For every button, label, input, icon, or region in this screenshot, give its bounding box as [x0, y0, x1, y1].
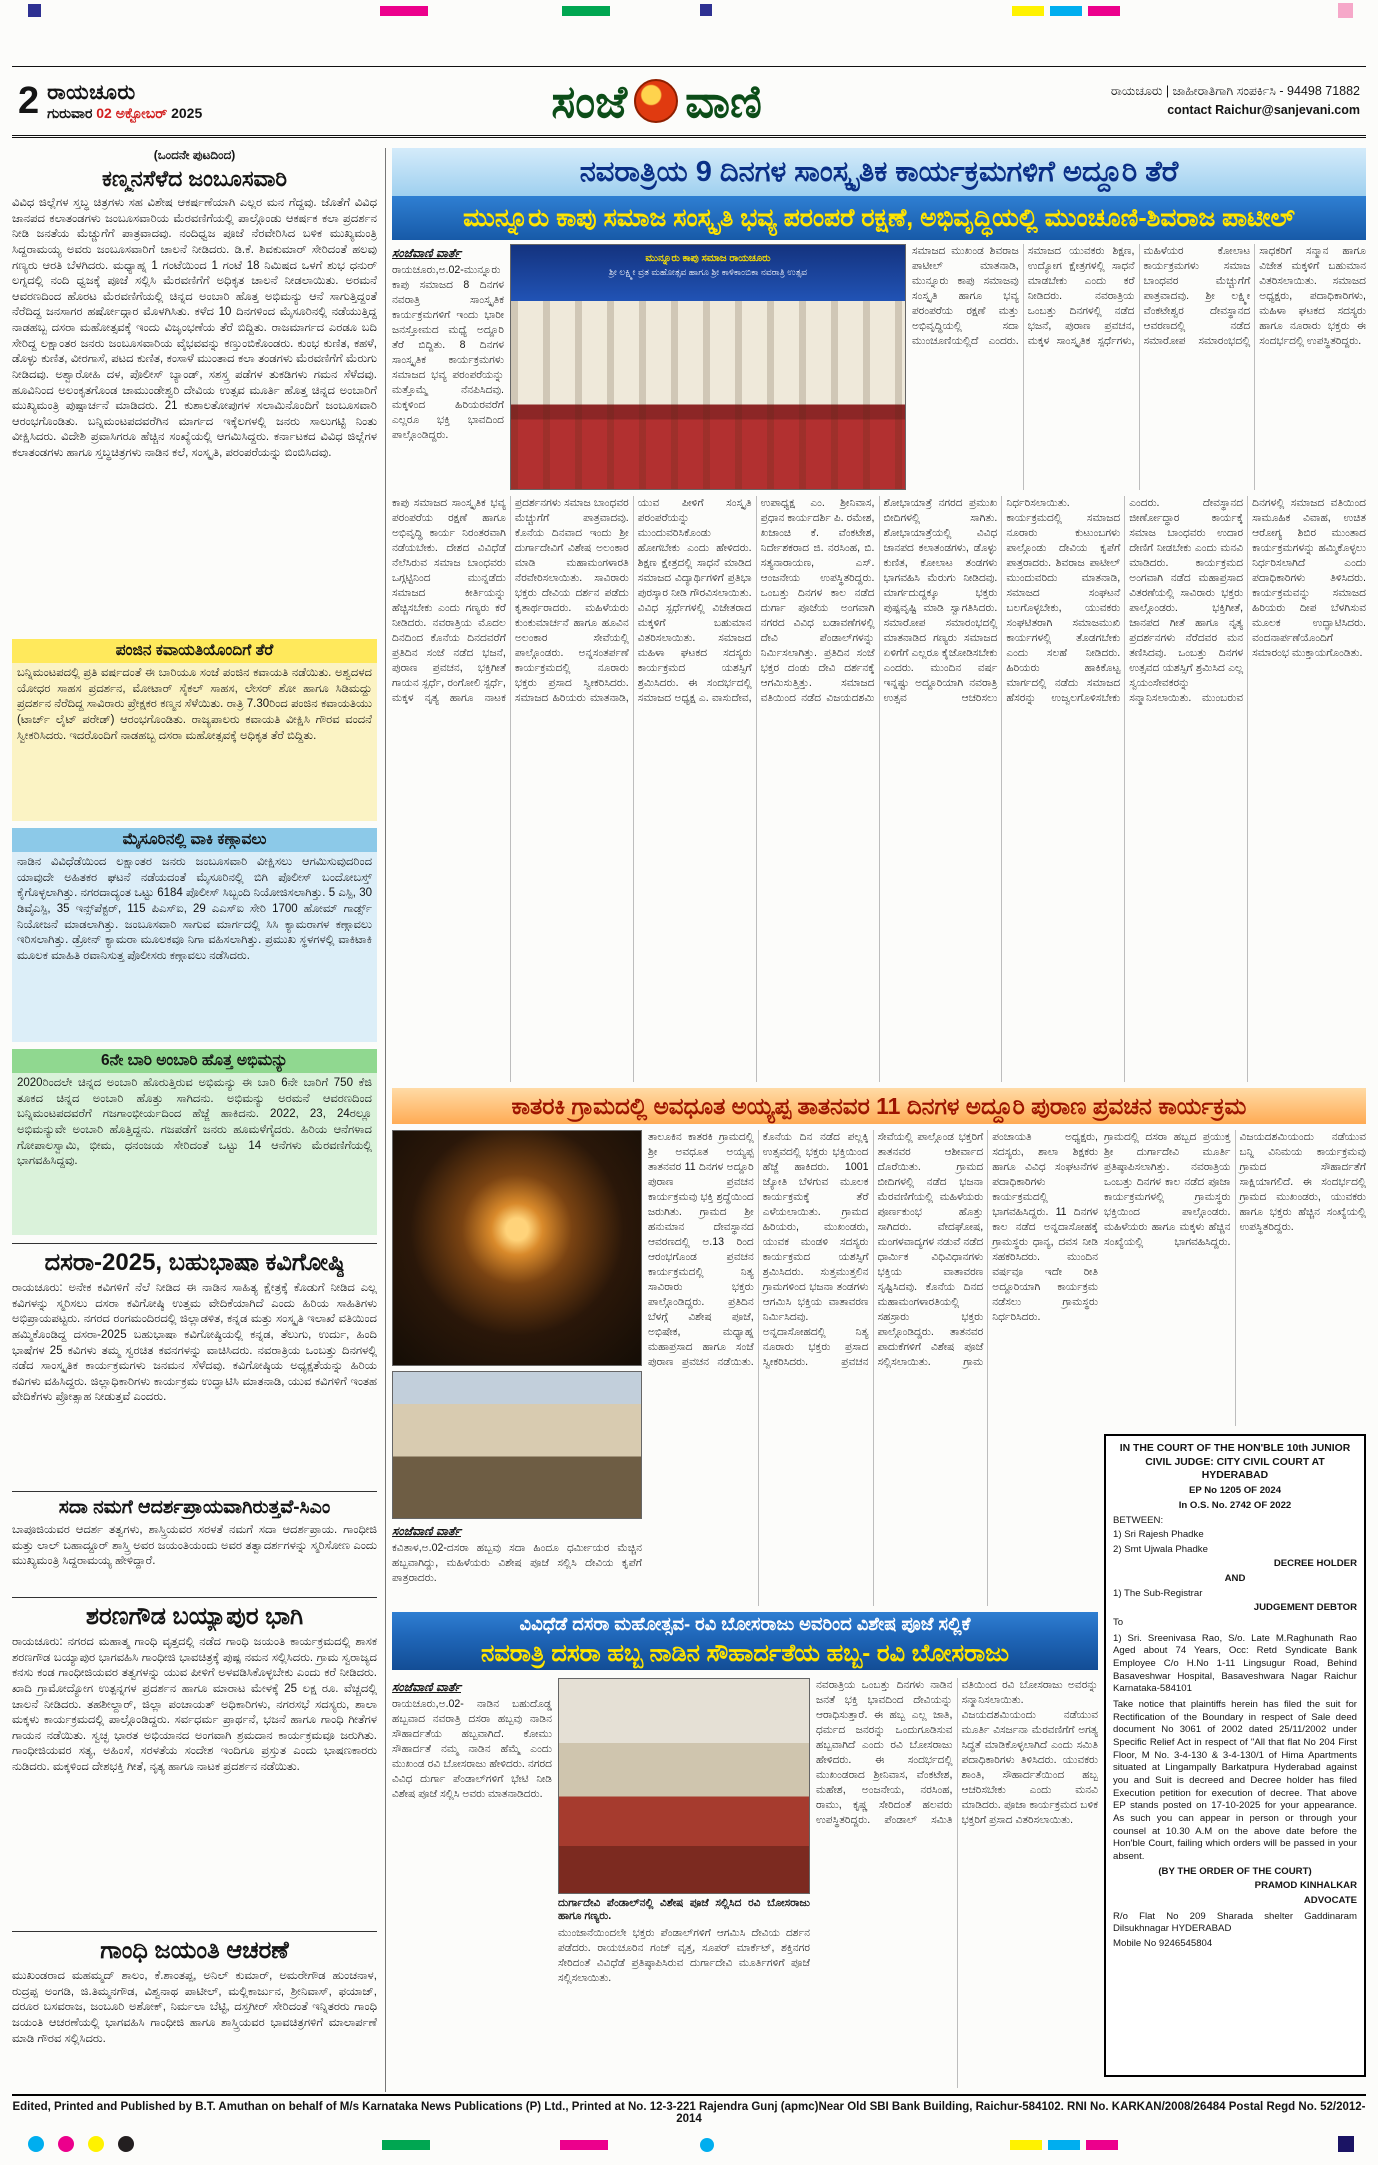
advocate-address: R/o Flat No 209 Sharada shelter Gaddinaram Dilsukhnagar HYDERABAD — [1113, 1910, 1357, 1935]
bottom-photo-column — [558, 1678, 810, 2088]
court-notice-judgement-debtor: JUDGEMENT DEBTOR — [1253, 1602, 1357, 1614]
article-divider — [12, 1243, 377, 1244]
masthead-logo-icon — [634, 79, 678, 123]
photo-crowd-area — [511, 301, 905, 489]
edition-date — [47, 105, 202, 122]
article-divider — [12, 1491, 377, 1492]
print-registration-mark — [380, 6, 428, 16]
date-day-month: 02 ಅಕ್ಟೋಬರ್ — [96, 104, 168, 121]
left-column — [12, 148, 386, 2092]
masthead-text-left: ಸಂಜೆ — [551, 75, 628, 127]
lead-intro-column — [392, 244, 504, 490]
gandhi-body: ಮುಖಂಡರಾದ ಮಹಮ್ಮದ್ ಶಾಲಂ, ಕೆ.ಶಾಂತಪ್ಪ, ಅನಿಲ್ ಕುಮಾರ್, ಅಮರೇಗೌಡ ಹುಂಚನಾಳ, ರುದ್ರಪ್ಪ ಅಂಗಡಿ, ಜಿ.ತಿಮ್ಮನಗೌಡ, ವಿಶ್ವನಾಥ ಪಾಟೀಲ್, ಮಲ್ಲಿಕಾರ್ಜುನ, ಶ್ರೀನಿವಾಸ್, ಫಯಾಜ್, ದರೂರ ಬಸವರಾಜ, ಜಂಬೂರಿ ಅಶೋಕ್, ನಿರ್ಮಲಾ ಬೆಟ್ಟಿ, ದಸ್ತಗೀರ್ ಸೇರಿದಂತೆ ಇನ್ನಿತರರು ಗಾಂಧಿ ಜಯಂತಿ ಆಚರಣೆಯಲ್ಲಿ ಭಾಗವಹಿಸಿ ಗಾಂಧೀಜಿ ಹಾಗೂ ಶಾಸ್ತ್ರಿಯವರ ಭಾವಚಿತ್ರಗಳಿಗೆ ಮಾಲಾರ್ಪಣೆ ಮಾಡಿ ಗೌರವ ಸಲ್ಲಿಸಿದರು. — [12, 1970, 377, 2045]
jamboo-body: ವಿವಿಧ ಜಿಲ್ಲೆಗಳ ಸ್ತಬ್ಧ ಚಿತ್ರಗಳು ಸಹ ವಿಶೇಷ ಆಕರ್ಷಣೆಯಾಗಿ ಎಲ್ಲರ ಮನ ಗೆದ್ದವು. ಜೊತೆಗೆ ವಿವಿಧ ಜಾನಪದ ಕಲಾತಂಡಗಳು ಜಂಬೂಸವಾರಿಯ ಮೆರವಣಿಗೆಯಲ್ಲಿ ಪಾಲ್ಗೊಂಡು ಆಕರ್ಷಕ ಕಲಾ ಪ್ರದರ್ಶನ ನೀಡಿ ಜನತೆಯ ಮೆಚ್ಚುಗೆಗೆ ಪಾತ್ರವಾದವು. ನಂದಿಧ್ವಜ ಪೂಜೆ ನೆರವೇರಿಸಿದ ಬಳಿಕ ಮುಖ್ಯಮಂತ್ರಿ ಸಿದ್ದರಾಮಯ್ಯ ಅವರು ಜಂಬೂಸವಾರಿಗೆ ಚಾಲನೆ ನೀಡಿದರು. ಡಿ.ಕೆ. ಶಿವಕುಮಾರ್ ಸೇರಿದಂತೆ ಹಲವು ಗಣ್ಯರು ಆರತಿ ಬೆಳಗಿದರು. ಮಧ್ಯಾಹ್ನ 1 ಗಂಟೆಯಿಂದ 1 ಗಂಟೆ 18 ನಿಮಿಷದ ಒಳಗೆ ಶುಭ ಧನುರ್ ಲಗ್ನದಲ್ಲಿ ನಂದಿ ಧ್ವಜಕ್ಕೆ ಪೂಜೆ ಸಲ್ಲಿಸಿ ಮೆರವಣಿಗೆಗೆ ಅಧಿಕೃತ ಚಾಲನೆ ನೀಡಲಾಯಿತು. ಅರಮನೆ ಆವರಣದಿಂದ ಹೊರಟ ಮೆರವಣಿಗೆಯಲ್ಲಿ ಚಿನ್ನದ ಅಂಬಾರಿ ಹೊತ್ತ ಅಭಿಮನ್ಯು ಆನೆ ಸಾಗುತ್ತಿದ್ದಂತೆ ನೆರೆದಿದ್ದ ಜನಸಾಗರ ಹರ್ಷೋದ್ಗಾರ ಮೊಳಗಿಸಿತು. ಕಳೆದ 10 ದಿನಗಳಿಂದ ಮೈಸೂರಿನಲ್ಲಿ ನಡೆಯುತ್ತಿದ್ದ ನಾಡಹಬ್ಬ ದಸರಾ ಮಹೋತ್ಸವಕ್ಕೆ ಇಂದು ವಿಜೃಂಭಣೆಯ ತೆರೆ ಬಿದ್ದಿತು. ರಾಜಮಾರ್ಗದ ಎರಡೂ ಬದಿ ಸೇರಿದ್ದ ಲಕ್ಷಾಂತರ ಜನರು ಜಂಬೂಸವಾರಿಯ ವೈಭವವನ್ನು ಕಣ್ತುಂಬಿಕೊಂಡರು. ಕುಂಭ ಕುಣಿತ, ಕಹಳೆ, ಡೊಳ್ಳು ಕುಣಿತ, ವೀರಗಾಸೆ, ಪಟದ ಕುಣಿತ, ಕಂಸಾಳೆ ಮುಂತಾದ ಕಲಾ ತಂಡಗಳು ಮೆರವಣಿಗೆಗೆ ಮೆರುಗು ನೀಡಿದವು. ಅಶ್ವಾರೋಹಿ ದಳ, ಪೊಲೀಸ್ ಬ್ಯಾಂಡ್, ಸಶಸ್ತ್ರ ಪಡೆಗಳ ತುಕಡಿಗಳು ಗಮನ ಸೆಳೆದವು. ಹೂವಿನಿಂದ ಅಲಂಕೃತಗೊಂಡ ಚಾಮುಂಡೇಶ್ವರಿ ದೇವಿಯ ಉತ್ಸವ ಮೂರ್ತಿ ಹೊತ್ತ ಚಿನ್ನದ ಅಂಬಾರಿಗೆ ಮುಖ್ಯಮಂತ್ರಿ ಪುಷ್ಪಾರ್ಚನೆ ಮಾಡಿದರು. 21 ಕುಶಾಲತೋಪುಗಳ ಸಲಾಮಿನೊಂದಿಗೆ ಜಂಬೂಸವಾರಿ ಆರಂಭಗೊಂಡಿತು. ಬನ್ನಿಮಂಟಪದವರೆಗಿನ ಮಾರ್ಗದ ಇಕ್ಕೆಲಗಳಲ್ಲಿ ಜನರು ಸಾಲುಗಟ್ಟಿ ನಿಂತು ವೀಕ್ಷಿಸಿದರು. ವಿದೇಶಿ ಪ್ರವಾಸಿಗರೂ ಹೆಚ್ಚಿನ ಸಂಖ್ಯೆಯಲ್ಲಿ ಆಗಮಿಸಿದ್ದರು. ಕರ್ನಾಟಕದ ವಿವಿಧ ಜಿಲ್ಲೆಗಳ ಕಲಾತಂಡಗಳು ಹಾಗೂ ಸ್ತಬ್ಧಚಿತ್ರಗಳು ನಾಡಿನ ಕಲೆ, ಸಂಸ್ಕೃತಿ, ಪರಂಪರೆಯನ್ನು ಬಿಂಬಿಸಿದವು. — [12, 197, 377, 459]
print-registration-mark — [562, 6, 610, 16]
advert-contact-line: ರಾಯಚೂರು | ಜಾಹೀರಾತಿಗಾಗಿ ಸಂಪರ್ಕಿಸಿ - 94498 71882 — [1110, 84, 1360, 99]
bottom-headline-block — [392, 1612, 1098, 1670]
advocate-title: ADVOCATE — [1303, 1894, 1357, 1906]
court-notice-between: BETWEEN: — [1113, 1514, 1164, 1526]
masthead-text-right: ವಾಣಿ — [685, 75, 762, 127]
print-registration-mark — [28, 4, 41, 17]
kataraki-headline: ಕಾತರಕಿ ಗ್ರಾಮದಲ್ಲಿ ಅವಧೂತ ಅಯ್ಯಪ್ಪ ತಾತನವರ 11 ದಿನಗಳ ಅದ್ದೂರಿ ಪುರಾಣ ಪ್ರವಚನ ಕಾರ್ಯಕ್ರಮ — [392, 1088, 1366, 1124]
masthead — [551, 75, 762, 127]
imprint-line — [12, 2094, 1366, 2125]
print-registration-mark — [700, 4, 712, 16]
print-registration-mark — [1086, 2140, 1118, 2150]
cm-body: ಬಾಪೂಜಿಯವರ ಆದರ್ಶ ತತ್ವಗಳು, ಶಾಸ್ತ್ರಿಯವರ ಸರಳತೆ ನಮಗೆ ಸದಾ ಆದರ್ಶಪ್ರಾಯ. ಗಾಂಧೀಜಿ ಮತ್ತು ಲಾಲ್ ಬಹಾದ್ದೂರ್ ಶಾಸ್ತ್ರಿ ಅವರ ಜಯಂತಿಯಂದು ಅವರ ತತ್ವಾದರ್ಶಗಳನ್ನು ಸ್ಮರಿಸೋಣ ಎಂದು ಮುಖ್ಯಮಂತ್ರಿ ಸಿದ್ದರಾಮಯ್ಯ ಹೇಳಿದ್ದಾರೆ. — [12, 1524, 377, 1568]
edition-block — [18, 81, 202, 122]
torch-parade-body: ಬನ್ನಿಮಂಟಪದಲ್ಲಿ ಪ್ರತಿ ವರ್ಷದಂತೆ ಈ ಬಾರಿಯೂ ಸಂಜೆ ಪಂಜಿನ ಕವಾಯತಿ ನಡೆಯಿತು. ಅಶ್ವದಳದ ಯೋಧರ ಸಾಹಸ ಪ್ರದರ್ಶನ, ಮೋಟಾರ್ ಸೈಕಲ್ ಸಾಹಸ, ಲೇಸರ್ ಶೋ ಹಾಗೂ ಸಿಡಿಮದ್ದು ಪ್ರದರ್ಶನ ನೆರೆದಿದ್ದ ಸಾವಿರಾರು ಪ್ರೇಕ್ಷಕರ ಕಣ್ಮನ ಸೆಳೆಯಿತು. ರಾತ್ರಿ 7.30ರಿಂದ ಪಂಜಿನ ಕವಾಯತಿಯು (ಟಾರ್ಚ್ ಲೈಟ್ ಪರೇಡ್) ಆರಂಭಗೊಂಡಿತು. ರಾಜ್ಯಪಾಲರು ಕವಾಯತಿ ವೀಕ್ಷಿಸಿ ಗೌರವ ವಂದನೆ ಸ್ವೀಕರಿಸಿದರು. ಇದರೊಂದಿಗೆ ನಾಡಹಬ್ಬ ದಸರಾ ಮಹೋತ್ಸವಕ್ಕೆ ಅಧಿಕೃತ ತೆರೆ ಬಿದ್ದಿತು. — [12, 663, 377, 821]
date-year: 2025 — [171, 104, 203, 121]
gandhi-headline: ಗಾಂಧಿ ಜಯಂತಿ ಆಚರಣೆ — [100, 1937, 289, 1964]
kavitala-note-block — [392, 1522, 642, 1599]
bottom-body-columns: ನವರಾತ್ರಿಯ ಒಂಬತ್ತು ದಿನಗಳು ನಾಡಿನ ಜನತೆ ಭಕ್ತಿ ಭಾವದಿಂದ ದೇವಿಯನ್ನು ಆರಾಧಿಸುತ್ತಾರೆ. ಈ ಹಬ್ಬ ಎಲ್ಲ ಜಾತಿ, ಧರ್ಮದ ಜನರನ್ನು ಒಂದುಗೂಡಿಸುವ ಹಬ್ಬವಾಗಿದೆ ಎಂದು ರವಿ ಬೋಸರಾಜು ಹೇಳಿದರು. ಈ ಸಂದರ್ಭದಲ್ಲಿ ಮುಖಂಡರಾದ ಶ್ರೀನಿವಾಸ, ವೆಂಕಟೇಶ, ಮಹೇಶ, ಅಂಜನೇಯ, ನರಸಿಂಹ, ರಾಮು, ಕೃಷ್ಣ ಸೇರಿದಂತೆ ಹಲವರು ಉಪಸ್ಥಿತರಿದ್ದರು. ಪೆಂಡಾಲ್ ಸಮಿತಿ ವತಿಯಿಂದ ರವಿ ಬೋಸರಾಜು ಅವರನ್ನು ಸನ್ಮಾನಿಸಲಾಯಿತು. ವಿಜಯದಶಮಿಯಂದು ನಡೆಯುವ ಮೂರ್ತಿ ವಿಸರ್ಜನಾ ಮೆರವಣಿಗೆಗೆ ಅಗತ್ಯ ಸಿದ್ಧತೆ ಮಾಡಿಕೊಳ್ಳಲಾಗಿದೆ ಎಂದು ಸಮಿತಿ ಪದಾಧಿಕಾರಿಗಳು ತಿಳಿಸಿದರು. ಯುವಕರು ಶಾಂತಿ, ಸೌಹಾರ್ದತೆಯಿಂದ ಹಬ್ಬ ಆಚರಿಸಬೇಕು ಎಂದು ಮನವಿ ಮಾಡಿದರು. ಪೂಜಾ ಕಾರ್ಯಕ್ರಮದ ಬಳಿಕ ಭಕ್ತರಿಗೆ ಪ್ರಸಾದ ವಿತರಿಸಲಾಯಿತು. — [816, 1679, 1098, 1827]
court-notice-to: To — [1113, 1617, 1124, 1629]
bottom-underphoto-text: ಮುಂಜಾನೆಯಿಂದಲೇ ಭಕ್ತರು ಪೆಂಡಾಲ್‌ಗಳಿಗೆ ಆಗಮಿಸಿ ದೇವಿಯ ದರ್ಶನ ಪಡೆದರು. ರಾಯಚೂರಿನ ಗಂಜ್ ವೃತ್ತ, ಸೂಪರ್ ಮಾರ್ಕೆಟ್, ಶಕ್ತಿನಗರ ಸೇರಿದಂತೆ ವಿವಿಧೆಡೆ ಪ್ರತಿಷ್ಠಾಪಿಸಿರುವ ದುರ್ಗಾದೇವಿ ಮೂರ್ತಿಗಳಿಗೆ ಪೂಜೆ ಸಲ್ಲಿಸಲಾಯಿತು. — [558, 1927, 810, 1985]
bottom-intro-column — [392, 1678, 552, 2088]
contact-block — [1111, 82, 1360, 120]
court-notice-os: In O.S. No. 2742 OF 2022 — [1178, 1499, 1292, 1511]
print-registration-mark — [1050, 6, 1082, 16]
cm-headline: ಸದಾ ನಮಗೆ ಆದರ್ಶಪ್ರಾಯವಾಗಿರುತ್ತವೆ-ಸಿಎಂ — [58, 1497, 331, 1518]
lead-body-columns: ಕಾಪು ಸಮಾಜದ ಸಾಂಸ್ಕೃತಿಕ ಭವ್ಯ ಪರಂಪರೆಯ ರಕ್ಷಣೆ ಹಾಗೂ ಅಭಿವೃದ್ಧಿ ಕಾರ್ಯ ನಿರಂತರವಾಗಿ ನಡೆಯಬೇಕು. ದೇಶದ ವಿವಿಧೆಡೆ ನೆಲೆಸಿರುವ ಸಮಾಜ ಬಾಂಧವರು ಒಗ್ಗಟ್ಟಿನಿಂದ ಮುನ್ನಡೆದು ಸಮಾಜದ ಕೀರ್ತಿಯನ್ನು ಹೆಚ್ಚಿಸಬೇಕು ಎಂದು ಗಣ್ಯರು ಕರೆ ನೀಡಿದರು. ನವರಾತ್ರಿಯ ಮೊದಲ ದಿನದಿಂದ ಕೊನೆಯ ದಿನದವರೆಗೆ ಪ್ರತಿದಿನ ಸಂಜೆ ನಡೆದ ಭಜನೆ, ಪುರಾಣ ಪ್ರವಚನ, ಭಕ್ತಿಗೀತೆ ಗಾಯನ ಸ್ಪರ್ಧೆ, ರಂಗೋಲಿ ಸ್ಪರ್ಧೆ, ಮಕ್ಕಳ ನೃತ್ಯ ಹಾಗೂ ನಾಟಕ ಪ್ರದರ್ಶನಗಳು ಸಮಾಜ ಬಾಂಧವರ ಮೆಚ್ಚುಗೆಗೆ ಪಾತ್ರವಾದವು. ಕೊನೆಯ ದಿನವಾದ ಇಂದು ಶ್ರೀ ದುರ್ಗಾದೇವಿಗೆ ವಿಶೇಷ ಅಲಂಕಾರ ಮಾಡಿ ಮಹಾಮಂಗಳಾರತಿ ನೆರವೇರಿಸಲಾಯಿತು. ಸಾವಿರಾರು ಭಕ್ತರು ದೇವಿಯ ದರ್ಶನ ಪಡೆದು ಕೃತಾರ್ಥರಾದರು. ಮಹಿಳೆಯರು ಕುಂಕುಮಾರ್ಚನೆ ಹಾಗೂ ಹೂವಿನ ಅಲಂಕಾರ ಸೇವೆಯಲ್ಲಿ ಪಾಲ್ಗೊಂಡರು. ಅನ್ನಸಂತರ್ಪಣೆ ಕಾರ್ಯಕ್ರಮದಲ್ಲಿ ನೂರಾರು ಭಕ್ತರು ಪ್ರಸಾದ ಸ್ವೀಕರಿಸಿದರು. ಸಮಾಜದ ಹಿರಿಯರು ಮಾತನಾಡಿ, ಯುವ ಪೀಳಿಗೆ ಸಂಸ್ಕೃತಿ ಪರಂಪರೆಯನ್ನು ಮುಂದುವರಿಸಿಕೊಂಡು ಹೋಗಬೇಕು ಎಂದು ಹೇಳಿದರು. ಶಿಕ್ಷಣ ಕ್ಷೇತ್ರದಲ್ಲಿ ಸಾಧನೆ ಮಾಡಿದ ಸಮಾಜದ ವಿದ್ಯಾರ್ಥಿಗಳಿಗೆ ಪ್ರತಿಭಾ ಪುರಸ್ಕಾರ ನೀಡಿ ಗೌರವಿಸಲಾಯಿತು. ವಿವಿಧ ಸ್ಪರ್ಧೆಗಳಲ್ಲಿ ವಿಜೇತರಾದ ಮಕ್ಕಳಿಗೆ ಬಹುಮಾನ ವಿತರಿಸಲಾಯಿತು. ಸಮಾಜದ ಮಹಿಳಾ ಘಟಕದ ಸದಸ್ಯರು ಕಾರ್ಯಕ್ರಮದ ಯಶಸ್ಸಿಗೆ ಶ್ರಮಿಸಿದರು. ಈ ಸಂದರ್ಭದಲ್ಲಿ ಸಮಾಜದ ಅಧ್ಯಕ್ಷ ಎ. ವಾಸುದೇವ, ಉಪಾಧ್ಯಕ್ಷ ಎಂ. ಶ್ರೀನಿವಾಸ, ಪ್ರಧಾನ ಕಾರ್ಯದರ್ಶಿ ಪಿ. ರಮೇಶ, ಖಜಾಂಚಿ ಕೆ. ವೆಂಕಟೇಶ, ನಿರ್ದೇಶಕರಾದ ಜಿ. ನರಸಿಂಹ, ಬಿ. ಸತ್ಯನಾರಾಯಣ, ಎಸ್. ಆಂಜನೇಯ ಉಪಸ್ಥಿತರಿದ್ದರು. ಒಂಬತ್ತು ದಿನಗಳ ಕಾಲ ನಡೆದ ದುರ್ಗಾ ಪೂಜೆಯ ಅಂಗವಾಗಿ ನಗರದ ವಿವಿಧ ಬಡಾವಣೆಗಳಲ್ಲಿ ದೇವಿ ಪೆಂಡಾಲ್‌ಗಳನ್ನು ನಿರ್ಮಿಸಲಾಗಿತ್ತು. ಪ್ರತಿದಿನ ಸಂಜೆ ಭಕ್ತರ ದಂಡು ದೇವಿ ದರ್ಶನಕ್ಕೆ ಆಗಮಿಸುತ್ತಿತ್ತು. ಸಮಾಜದ ವತಿಯಿಂದ ನಡೆದ ವಿಜಯದಶಮಿ ಶೋಭಾಯಾತ್ರೆ ನಗರದ ಪ್ರಮುಖ ಬೀದಿಗಳಲ್ಲಿ ಸಾಗಿತು. ಶೋಭಾಯಾತ್ರೆಯಲ್ಲಿ ವಿವಿಧ ಜಾನಪದ ಕಲಾತಂಡಗಳು, ಡೊಳ್ಳು ಕುಣಿತ, ಕೋಲಾಟ ತಂಡಗಳು ಭಾಗವಹಿಸಿ ಮೆರುಗು ನೀಡಿದವು. ಮಾರ್ಗದುದ್ದಕ್ಕೂ ಭಕ್ತರು ಪುಷ್ಪವೃಷ್ಟಿ ಮಾಡಿ ಸ್ವಾಗತಿಸಿದರು. ಸಮಾರೋಪ ಸಮಾರಂಭದಲ್ಲಿ ಮಾತನಾಡಿದ ಗಣ್ಯರು ಸಮಾಜದ ಏಳಿಗೆಗೆ ಎಲ್ಲರೂ ಕೈಜೋಡಿಸಬೇಕು ಎಂದರು. ಮುಂದಿನ ವರ್ಷ ಇನ್ನಷ್ಟು ಅದ್ದೂರಿಯಾಗಿ ನವರಾತ್ರಿ ಉತ್ಸವ ಆಚರಿಸಲು ನಿರ್ಧರಿಸಲಾಯಿತು. ಕಾರ್ಯಕ್ರಮದಲ್ಲಿ ಸಮಾಜದ ನೂರಾರು ಕುಟುಂಬಗಳು ಪಾಲ್ಗೊಂಡು ದೇವಿಯ ಕೃಪೆಗೆ ಪಾತ್ರರಾದರು. ಶಿವರಾಜ ಪಾಟೀಲ್ ಮುಂದುವರಿದು ಮಾತನಾಡಿ, ಸಮಾಜದ ಸಂಘಟನೆ ಬಲಗೊಳ್ಳಬೇಕು, ಯುವಕರು ಸಂಘಟಿತರಾಗಿ ಸಮಾಜಮುಖಿ ಕಾರ್ಯಗಳಲ್ಲಿ ತೊಡಗಬೇಕು ಎಂದು ಸಲಹೆ ನೀಡಿದರು. ಹಿರಿಯರು ಹಾಕಿಕೊಟ್ಟ ಮಾರ್ಗದಲ್ಲಿ ನಡೆದು ಸಮಾಜದ ಹೆಸರನ್ನು ಉಜ್ವಲಗೊಳಿಸಬೇಕು ಎಂದರು. ದೇವಸ್ಥಾನದ ಜೀರ್ಣೋದ್ಧಾರ ಕಾರ್ಯಕ್ಕೆ ಸಮಾಜ ಬಾಂಧವರು ಉದಾರ ದೇಣಿಗೆ ನೀಡಬೇಕು ಎಂದು ಮನವಿ ಮಾಡಿದರು. ಕಾರ್ಯಕ್ರಮದ ಅಂಗವಾಗಿ ನಡೆದ ಮಹಾಪ್ರಸಾದ ವಿತರಣೆಯಲ್ಲಿ ಸಾವಿರಾರು ಭಕ್ತರು ಪಾಲ್ಗೊಂಡರು. ಭಕ್ತಿಗೀತೆ, ಜಾನಪದ ಗೀತೆ ಹಾಗೂ ನೃತ್ಯ ಪ್ರದರ್ಶನಗಳು ನೆರೆದವರ ಮನ ತಣಿಸಿದವು. ಒಂಬತ್ತು ದಿನಗಳ ಉತ್ಸವದ ಯಶಸ್ಸಿಗೆ ಶ್ರಮಿಸಿದ ಎಲ್ಲ ಸ್ವಯಂಸೇವಕರನ್ನು ಸನ್ಮಾನಿಸಲಾಯಿತು. ಮುಂಬರುವ ದಿನಗಳಲ್ಲಿ ಸಮಾಜದ ವತಿಯಿಂದ ಸಾಮೂಹಿಕ ವಿವಾಹ, ಉಚಿತ ಆರೋಗ್ಯ ಶಿಬಿರ ಮುಂತಾದ ಕಾರ್ಯಕ್ರಮಗಳನ್ನು ಹಮ್ಮಿಕೊಳ್ಳಲು ನಿರ್ಧರಿಸಲಾಗಿದೆ ಎಂದು ಪದಾಧಿಕಾರಿಗಳು ತಿಳಿಸಿದರು. ಕಾರ್ಯಕ್ರಮವನ್ನು ಸಮಾಜದ ಹಿರಿಯರು ದೀಪ ಬೆಳಗಿಸುವ ಮೂಲಕ ಉದ್ಘಾಟಿಸಿದರು. ವಂದನಾರ್ಪಣೆಯೊಂದಿಗೆ ಸಮಾರಂಭ ಮುಕ್ತಾಯಗೊಂಡಿತು. — [392, 497, 1366, 705]
court-notice-and: AND — [1224, 1573, 1246, 1585]
jamboo-headline: ಕಣ್ಮನಸೆಳೆದ ಜಂಬೂಸವಾರಿ — [101, 166, 288, 191]
court-notice-respondent: 1) The Sub-Registrar — [1113, 1587, 1203, 1599]
print-registration-mark — [560, 2140, 608, 2150]
kavitala-note-text: ಕವಿತಾಳ,ಅ.02-ದಸರಾ ಹಬ್ಬವು ಸದಾ ಹಿಂದೂ ಧರ್ಮೀಯರ ಮೆಚ್ಚಿನ ಹಬ್ಬವಾಗಿದ್ದು, ಮಹಿಳೆಯರು ವಿಶೇಷ ಪೂಜೆ ಸಲ್ಲಿಸಿ ದೇವಿಯ ಕೃಪೆಗೆ ಪಾತ್ರರಾದರು. — [392, 1542, 642, 1585]
bottom-headline-main: ನವರಾತ್ರಿ ದಸರಾ ಹಬ್ಬ ನಾಡಿನ ಸೌಹಾರ್ದತೆಯ ಹಬ್ಬ- ರವಿ ಬೋಸರಾಜು — [392, 1637, 1098, 1670]
court-notice-addressee: 1) Sri. Sreenivasa Rao, S/o. Late M.Raghunath Rao Aged about 74 Years, Occ: Retd Syndicate Bank Employee C/o H.No 1-11 Lingsugur Road, Behind Basaveshwar Hospital, Basaveshwara Nagar Raichur Karnataka-584101 — [1113, 1632, 1357, 1695]
court-notice-decree-holder: DECREE HOLDER — [1273, 1558, 1357, 1570]
print-registration-mark — [1048, 2140, 1080, 2150]
kataraki-night-photo — [392, 1130, 642, 1366]
print-registration-mark — [1338, 2136, 1354, 2152]
print-registration-mark — [382, 2140, 430, 2150]
bottom-intro-text: ರಾಯಚೂರು,ಅ.02- ನಾಡಿನ ಬಹುದೊಡ್ಡ ಹಬ್ಬವಾದ ನವರಾತ್ರಿ ದಸರಾ ಹಬ್ಬವು ನಾಡಿನ ಸೌಹಾರ್ದತೆಯ ಹಬ್ಬವಾಗಿದೆ. ಕೋಮು ಸೌಹಾರ್ದತೆ ನಮ್ಮ ನಾಡಿನ ಹೆಮ್ಮೆ ಎಂದು ಮುಖಂಡ ರವಿ ಬೋಸರಾಜು ಹೇಳಿದರು. ನಗರದ ವಿವಿಧ ದುರ್ಗಾ ಪೆಂಡಾಲ್‌ಗಳಿಗೆ ಭೇಟಿ ನೀಡಿ ವಿಶೇಷ ಪೂಜೆ ಸಲ್ಲಿಸಿ ಅವರು ಮಾತನಾಡಿದರು. — [392, 1698, 552, 1801]
kataraki-photo-column — [392, 1130, 642, 1606]
court-notice-ep: EP No 1205 OF 2024 — [1188, 1485, 1282, 1497]
lead-event-photo — [510, 244, 906, 490]
lead-top-columns: ಸಮಾಜದ ಮುಖಂಡ ಶಿವರಾಜ ಪಾಟೀಲ್ ಮಾತನಾಡಿ, ಮುನ್ನೂರು ಕಾಪು ಸಮಾಜವು ಸಂಸ್ಕೃತಿ ಹಾಗೂ ಭವ್ಯ ಪರಂಪರೆಯ ರಕ್ಷಣೆ ಮತ್ತು ಅಭಿವೃದ್ಧಿಯಲ್ಲಿ ಸದಾ ಮುಂಚೂಣಿಯಲ್ಲಿದೆ ಎಂದರು. ಸಮಾಜದ ಯುವಕರು ಶಿಕ್ಷಣ, ಉದ್ಯೋಗ ಕ್ಷೇತ್ರಗಳಲ್ಲಿ ಸಾಧನೆ ಮಾಡಬೇಕು ಎಂದು ಕರೆ ನೀಡಿದರು. ನವರಾತ್ರಿಯ ಒಂಬತ್ತು ದಿನಗಳಲ್ಲಿ ನಡೆದ ಭಜನೆ, ಪುರಾಣ ಪ್ರವಚನ, ಮಕ್ಕಳ ಸಾಂಸ್ಕೃತಿಕ ಸ್ಪರ್ಧೆಗಳು, ಮಹಿಳೆಯರ ಕೋಲಾಟ ಕಾರ್ಯಕ್ರಮಗಳು ಸಮಾಜ ಬಾಂಧವರ ಮೆಚ್ಚುಗೆಗೆ ಪಾತ್ರವಾದವು. ಶ್ರೀ ಲಕ್ಷ್ಮೀ ವೆಂಕಟೇಶ್ವರ ದೇವಸ್ಥಾನದ ಆವರಣದಲ್ಲಿ ನಡೆದ ಸಮಾರೋಪ ಸಮಾರಂಭದಲ್ಲಿ ಸಾಧಕರಿಗೆ ಸನ್ಮಾನ ಹಾಗೂ ವಿಜೇತ ಮಕ್ಕಳಿಗೆ ಬಹುಮಾನ ವಿತರಿಸಲಾಯಿತು. ಸಮಾಜದ ಅಧ್ಯಕ್ಷರು, ಪದಾಧಿಕಾರಿಗಳು, ಮಹಿಳಾ ಘಟಕದ ಸದಸ್ಯರು ಹಾಗೂ ನೂರಾರು ಭಕ್ತರು ಈ ಸಂದರ್ಭದಲ್ಲಿ ಉಪಸ್ಥಿತರಿದ್ದರು. — [912, 245, 1366, 348]
court-notice-heading: IN THE COURT OF THE HON'BLE 10th JUNIOR CIVIL JUDGE: CITY CIVIL COURT AT HYDERABAD — [1119, 1443, 1351, 1482]
contact-email-line: contact Raichur@sanjevani.com — [1167, 103, 1360, 117]
article-divider — [12, 1597, 377, 1598]
print-registration-mark — [700, 2138, 714, 2152]
byline: ಸಂಜೆವಾಣಿ ವಾರ್ತೆ — [392, 1524, 461, 1538]
print-registration-mark — [88, 2136, 104, 2152]
abhimanyu-subhead: 6ನೇ ಬಾರಿ ಅಂಬಾರಿ ಹೊತ್ತ ಅಭಿಮನ್ಯು — [12, 1049, 377, 1073]
print-registration-mark — [28, 2136, 44, 2152]
city-date-block — [47, 81, 202, 122]
byline: ಸಂಜೆವಾಣಿ ವಾರ್ತೆ — [392, 246, 461, 260]
bottom-headline-top: ವಿವಿಧೆಡೆ ದಸರಾ ಮಹೋತ್ಸವ- ರವಿ ಬೋಸರಾಜು ಅವರಿಂದ ವಿಶೇಷ ಪೂಜೆ ಸಲ್ಲಿಕೆ — [392, 1612, 1098, 1637]
lead-headline-block — [392, 148, 1366, 240]
lead-intro-text: ರಾಯಚೂರು,ಅ.02-ಮುನ್ನೂರು ಕಾಪು ಸಮಾಜದ 8 ದಿನಗಳ ನವರಾತ್ರಿ ಸಾಂಸ್ಕೃತಿಕ ಕಾರ್ಯಕ್ರಮಗಳಿಗೆ ಇಂದು ಭಾರೀ ಜನಸ್ತೋಮದ ಮಧ್ಯೆ ಅದ್ದೂರಿ ತೆರೆ ಬಿದ್ದಿತು. 8 ದಿನಗಳ ಸಾಂಸ್ಕೃತಿಕ ಕಾರ್ಯಕ್ರಮಗಳು ಸಮಾಜದ ಭವ್ಯ ಪರಂಪರೆಯನ್ನು ಮತ್ತೊಮ್ಮೆ ನೆನಪಿಸಿದವು. ಮಕ್ಕಳಿಂದ ಹಿರಿಯರವರೆಗೆ ಎಲ್ಲರೂ ಭಕ್ತಿ ಭಾವದಿಂದ ಪಾಲ್ಗೊಂಡಿದ್ದರು. — [392, 264, 504, 442]
date-weekday: ಗುರುವಾರ — [47, 104, 93, 121]
kavigoshti-body: ರಾಯಚೂರು: ಅನೇಕ ಕವಿಗಳಿಗೆ ನೆಲೆ ನೀಡಿದ ಈ ನಾಡಿನ ಸಾಹಿತ್ಯ ಕ್ಷೇತ್ರಕ್ಕೆ ಕೊಡುಗೆ ನೀಡಿದ ಎಲ್ಲ ಕವಿಗಳನ್ನು ಸ್ಮರಿಸಲು ದಸರಾ ಕವಿಗೋಷ್ಠಿ ಉತ್ತಮ ವೇದಿಕೆಯಾಗಿದೆ ಎಂದು ಹಿರಿಯ ಸಾಹಿತಿಗಳು ಅಭಿಪ್ರಾಯಪಟ್ಟರು. ನಗರದ ರಂಗಮಂದಿರದಲ್ಲಿ ಜಿಲ್ಲಾಡಳಿತ, ಕನ್ನಡ ಮತ್ತು ಸಂಸ್ಕೃತಿ ಇಲಾಖೆ ವತಿಯಿಂದ ಹಮ್ಮಿಕೊಂಡಿದ್ದ ದಸರಾ-2025 ಬಹುಭಾಷಾ ಕವಿಗೋಷ್ಠಿಯಲ್ಲಿ ಕನ್ನಡ, ತೆಲುಗು, ಉರ್ದು, ಹಿಂದಿ ಭಾಷೆಗಳ 25 ಕವಿಗಳು ತಮ್ಮ ಸ್ವರಚಿತ ಕವನಗಳನ್ನು ವಾಚಿಸಿದರು. ನವರಾತ್ರಿಯ ಒಂಬತ್ತು ದಿನಗಳಲ್ಲಿ ನಡೆದ ಸಾಂಸ್ಕೃತಿಕ ಕಾರ್ಯಕ್ರಮಗಳು ಜನಮನ ಸೆಳೆದವು. ಕವಿಗೋಷ್ಠಿಯ ಅಧ್ಯಕ್ಷತೆಯನ್ನು ಹಿರಿಯ ಕವಿಗಳು ವಹಿಸಿದ್ದರು. ಜಿಲ್ಲಾಧಿಕಾರಿಗಳು ಕಾರ್ಯಕ್ರಮ ಉದ್ಘಾಟಿಸಿ ಮಾತನಾಡಿ, ಯುವ ಕವಿಗಳಿಗೆ ಇಂತಹ ವೇದಿಕೆಗಳು ಪ್ರೋತ್ಸಾಹ ನೀಡುತ್ತವೆ ಎಂದರು. — [12, 1282, 377, 1404]
edition-city: ರಾಯಚೂರು — [47, 80, 136, 104]
court-notice — [1104, 1434, 1366, 2077]
pooja-photo-caption: ದುರ್ಗಾದೇವಿ ಪೆಂಡಾಲ್‌ನಲ್ಲಿ ವಿಶೇಷ ಪೂಜೆ ಸಲ್ಲಿಸಿದ ರವಿ ಬೋಸರಾಜು ಹಾಗೂ ಗಣ್ಯರು. — [558, 1897, 810, 1922]
print-registration-mark — [1088, 6, 1120, 16]
lead-subheadline: ಮುನ್ನೂರು ಕಾಪು ಸಮಾಜ ಸಂಸ್ಕೃತಿ ಭವ್ಯ ಪರಂಪರೆ ರಕ್ಷಣೆ, ಅಭಿವೃದ್ಧಿಯಲ್ಲಿ ಮುಂಚೂಣಿ-ಶಿವರಾಜ ಪಾಟೀಲ್ — [392, 196, 1366, 240]
lead-headline: ನವರಾತ್ರಿಯ 9 ದಿನಗಳ ಸಾಂಸ್ಕೃತಿಕ ಕಾರ್ಯಕ್ರಮಗಳಿಗೆ ಅದ್ದೂರಿ ತೆರೆ — [392, 148, 1366, 196]
kataraki-body-columns: ತಾಲೂಕಿನ ಕಾತರಕಿ ಗ್ರಾಮದಲ್ಲಿ ಶ್ರೀ ಅವಧೂತ ಅಯ್ಯಪ್ಪ ತಾತನವರ 11 ದಿನಗಳ ಅದ್ದೂರಿ ಪುರಾಣ ಪ್ರವಚನ ಕಾರ್ಯಕ್ರಮವು ಭಕ್ತಿ ಶ್ರದ್ಧೆಯಿಂದ ಜರುಗಿತು. ಗ್ರಾಮದ ಶ್ರೀ ಹನುಮಾನ ದೇವಸ್ಥಾನದ ಆವರಣದಲ್ಲಿ ಅ.13 ರಿಂದ ಆರಂಭಗೊಂಡ ಪ್ರವಚನ ಕಾರ್ಯಕ್ರಮದಲ್ಲಿ ನಿತ್ಯ ಸಾವಿರಾರು ಭಕ್ತರು ಪಾಲ್ಗೊಂಡಿದ್ದರು. ಪ್ರತಿದಿನ ಬೆಳಗ್ಗೆ ವಿಶೇಷ ಪೂಜೆ, ಅಭಿಷೇಕ, ಮಧ್ಯಾಹ್ನ ಮಹಾಪ್ರಸಾದ ಹಾಗೂ ಸಂಜೆ ಪುರಾಣ ಪ್ರವಚನ ನಡೆಯಿತು. ಕೊನೆಯ ದಿನ ನಡೆದ ಪಲ್ಲಕ್ಕಿ ಉತ್ಸವದಲ್ಲಿ ಭಕ್ತರು ಭಕ್ತಿಯಿಂದ ಹೆಜ್ಜೆ ಹಾಕಿದರು. 1001 ಜ್ಯೋತಿ ಬೆಳಗುವ ಮೂಲಕ ಕಾರ್ಯಕ್ರಮಕ್ಕೆ ತೆರೆ ಎಳೆಯಲಾಯಿತು. ಗ್ರಾಮದ ಹಿರಿಯರು, ಮುಖಂಡರು, ಯುವಕ ಮಂಡಳಿ ಸದಸ್ಯರು ಕಾರ್ಯಕ್ರಮದ ಯಶಸ್ಸಿಗೆ ಶ್ರಮಿಸಿದರು. ಸುತ್ತಮುತ್ತಲಿನ ಗ್ರಾಮಗಳಿಂದ ಭಜನಾ ತಂಡಗಳು ಆಗಮಿಸಿ ಭಕ್ತಿಯ ವಾತಾವರಣ ನಿರ್ಮಿಸಿದವು. ಅನ್ನದಾಸೋಹದಲ್ಲಿ ನಿತ್ಯ ನೂರಾರು ಭಕ್ತರು ಪ್ರಸಾದ ಸ್ವೀಕರಿಸಿದರು. ಪ್ರವಚನ ಸೇವೆಯಲ್ಲಿ ಪಾಲ್ಗೊಂಡ ಭಕ್ತರಿಗೆ ತಾತನವರ ಆಶೀರ್ವಾದ ದೊರೆಯಿತು. ಗ್ರಾಮದ ಬೀದಿಗಳಲ್ಲಿ ನಡೆದ ಭಜನಾ ಮೆರವಣಿಗೆಯಲ್ಲಿ ಮಹಿಳೆಯರು ಪೂರ್ಣಕುಂಭ ಹೊತ್ತು ಸಾಗಿದರು. ವೇದಘೋಷ, ಮಂಗಳವಾದ್ಯಗಳ ನಡುವೆ ನಡೆದ ಧಾರ್ಮಿಕ ವಿಧಿವಿಧಾನಗಳು ಭಕ್ತಿಯ ವಾತಾವರಣ ಸೃಷ್ಟಿಸಿದವು. ಕೊನೆಯ ದಿನದ ಮಹಾಮಂಗಳಾರತಿಯಲ್ಲಿ ಸಹಸ್ರಾರು ಭಕ್ತರು ಪಾಲ್ಗೊಂಡಿದ್ದರು. ತಾತನವರ ಪಾದುಕೆಗಳಿಗೆ ವಿಶೇಷ ಪೂಜೆ ಸಲ್ಲಿಸಲಾಯಿತು. ಗ್ರಾಮ ಪಂಚಾಯತಿ ಅಧ್ಯಕ್ಷರು, ಸದಸ್ಯರು, ಶಾಲಾ ಶಿಕ್ಷಕರು ಹಾಗೂ ವಿವಿಧ ಸಂಘಟನೆಗಳ ಪದಾಧಿಕಾರಿಗಳು ಕಾರ್ಯಕ್ರಮದಲ್ಲಿ ಭಾಗವಹಿಸಿದ್ದರು. 11 ದಿನಗಳ ಕಾಲ ನಡೆದ ಅನ್ನದಾಸೋಹಕ್ಕೆ ಗ್ರಾಮಸ್ಥರು ಧಾನ್ಯ, ದವಸ ನೀಡಿ ಸಹಕರಿಸಿದರು. ಮುಂದಿನ ವರ್ಷವೂ ಇದೇ ರೀತಿ ಅದ್ದೂರಿಯಾಗಿ ಕಾರ್ಯಕ್ರಮ ನಡೆಸಲು ಗ್ರಾಮಸ್ಥರು ನಿರ್ಧರಿಸಿದರು. — [648, 1131, 1098, 1369]
abhimanyu-body: 2020ರಿಂದಲೇ ಚಿನ್ನದ ಅಂಬಾರಿ ಹೊರುತ್ತಿರುವ ಅಭಿಮನ್ಯು ಈ ಬಾರಿ 6ನೇ ಬಾರಿಗೆ 750 ಕೆಜಿ ತೂಕದ ಚಿನ್ನದ ಅಂಬಾರಿ ಹೊತ್ತು ಸಾಗಿದನು. ಅಭಿಮನ್ಯು ಅರಮನೆ ಆವರಣದಿಂದ ಬನ್ನಿಮಂಟಪದವರೆಗೆ ಗಜಗಾಂಭೀರ್ಯದಿಂದ ಹೆಜ್ಜೆ ಹಾಕಿದನು. 2022, 23, 24ರಲ್ಲೂ ಅಭಿಮನ್ಯುವೇ ಅಂಬಾರಿ ಹೊತ್ತಿದ್ದನು. ಗಜಪಡೆಗೆ ಜನರು ಹೂಮಳೆಗೈದರು. ಹಿರಿಯ ಆನೆಗಳಾದ ಗೋಪಾಲಸ್ವಾಮಿ, ಭೀಮ, ಧನಂಜಯ ಸೇರಿದಂತೆ ಒಟ್ಟು 14 ಆನೆಗಳು ಮೆರವಣಿಗೆಯಲ್ಲಿ ಭಾಗವಹಿಸಿದ್ದವು. — [12, 1073, 377, 1235]
sharanagouda-headline: ಶರಣಗೌಡ ಬಯ್ಯಾಪುರ ಭಾಗಿ — [85, 1603, 304, 1630]
print-registration-mark — [1338, 3, 1353, 18]
kavigoshti-headline: ದಸರಾ-2025, ಬಹುಭಾಷಾ ಕವಿಗೋಷ್ಠಿ — [44, 1249, 345, 1276]
pooja-photo — [558, 1678, 810, 1894]
imprint-text: Edited, Printed and Published by B.T. Amuthan on behalf of M/s Karnataka News Publications (P) Ltd., Printed at No. 12-3-221 Rajendra Gunj (apmc)Near Old SBI Bank Building, Raichur-584102. RNI No. KARKAN/2008/26484 Postal Regd No. 52/2012-2014 — [12, 2101, 1366, 2125]
photo-banner-line2: ಶ್ರೀ ಲಕ್ಷ್ಮೀ ವ್ರತ ಮಹೋತ್ಸವ ಹಾಗೂ ಶ್ರೀ ಕಾಳಿಕಾಂಬಿಕಾ ನವರಾತ್ರಿ ಉತ್ಸವ — [608, 267, 807, 277]
court-notice-party: 1) Sri Rajesh Phadke — [1113, 1529, 1204, 1541]
kataraki-right-columns: ಗ್ರಾಮದಲ್ಲಿ ದಸರಾ ಹಬ್ಬದ ಪ್ರಯುಕ್ತ ಶ್ರೀ ದುರ್ಗಾದೇವಿ ಮೂರ್ತಿ ಪ್ರತಿಷ್ಠಾಪಿಸಲಾಗಿತ್ತು. ನವರಾತ್ರಿಯ ಒಂಬತ್ತು ದಿನಗಳ ಕಾಲ ನಡೆದ ಪೂಜಾ ಕಾರ್ಯಕ್ರಮಗಳಲ್ಲಿ ಗ್ರಾಮಸ್ಥರು ಭಕ್ತಿಯಿಂದ ಪಾಲ್ಗೊಂಡರು. ಮಹಿಳೆಯರು ಹಾಗೂ ಮಕ್ಕಳು ಹೆಚ್ಚಿನ ಸಂಖ್ಯೆಯಲ್ಲಿ ಭಾಗವಹಿಸಿದ್ದರು. ವಿಜಯದಶಮಿಯಂದು ನಡೆಯುವ ಬನ್ನಿ ವಿನಿಮಯ ಕಾರ್ಯಕ್ರಮವು ಗ್ರಾಮದ ಸೌಹಾರ್ದತೆಗೆ ಸಾಕ್ಷಿಯಾಗಲಿದೆ. ಈ ಸಂದರ್ಭದಲ್ಲಿ ಗ್ರಾಮದ ಮುಖಂಡರು, ಯುವಕರು ಹಾಗೂ ಭಕ್ತರು ಹೆಚ್ಚಿನ ಸಂಖ್ಯೆಯಲ್ಲಿ ಉಪಸ್ಥಿತರಿದ್ದರು. — [1104, 1131, 1366, 1249]
sharanagouda-body: ರಾಯಚೂರು: ನಗರದ ಮಹಾತ್ಮ ಗಾಂಧಿ ವೃತ್ತದಲ್ಲಿ ನಡೆದ ಗಾಂಧಿ ಜಯಂತಿ ಕಾರ್ಯಕ್ರಮದಲ್ಲಿ ಶಾಸಕ ಶರಣಗೌಡ ಬಯ್ಯಾಪುರ ಭಾಗವಹಿಸಿ ಗಾಂಧೀಜಿ ಭಾವಚಿತ್ರಕ್ಕೆ ಪುಷ್ಪ ನಮನ ಸಲ್ಲಿಸಿದರು. ಗ್ರಾಮ ಸ್ವರಾಜ್ಯದ ಕನಸು ಕಂಡ ಗಾಂಧೀಜಿಯವರ ತತ್ವಗಳನ್ನು ಯುವ ಪೀಳಿಗೆ ಅಳವಡಿಸಿಕೊಳ್ಳಬೇಕು ಎಂದು ಕರೆ ನೀಡಿದರು. ಖಾದಿ ಗ್ರಾಮೋದ್ಯೋಗ ಉತ್ಪನ್ನಗಳ ಪ್ರದರ್ಶನ ಹಾಗೂ ಮಾರಾಟ ಮೇಳಕ್ಕೆ 25 ಲಕ್ಷ ರೂ. ವೆಚ್ಚದಲ್ಲಿ ಚಾಲನೆ ನೀಡಿದರು. ತಹಶೀಲ್ದಾರ್, ಜಿಲ್ಲಾ ಪಂಚಾಯತ್ ಅಧಿಕಾರಿಗಳು, ನಗರಸಭೆ ಸದಸ್ಯರು, ಶಾಲಾ ಮಕ್ಕಳು ಕಾರ್ಯಕ್ರಮದಲ್ಲಿ ಪಾಲ್ಗೊಂಡಿದ್ದರು. ಸರ್ವಧರ್ಮ ಪ್ರಾರ್ಥನೆ, ಭಜನೆ ಹಾಗೂ ಗಾಂಧಿ ಗೀತೆಗಳ ಗಾಯನ ನಡೆಯಿತು. ಸ್ವಚ್ಛ ಭಾರತ ಅಭಿಯಾನದ ಅಂಗವಾಗಿ ಶ್ರಮದಾನ ಕಾರ್ಯಕ್ರಮವೂ ಜರುಗಿತು. ಗಾಂಧೀಜಿಯವರ ಸತ್ಯ, ಅಹಿಂಸೆ, ಸರಳತೆಯ ಸಂದೇಶ ಇಂದಿಗೂ ಪ್ರಸ್ತುತ ಎಂದು ಭಾಷಣಕಾರರು ನುಡಿದರು. ಮಕ್ಕಳಿಂದ ದೇಶಭಕ್ತಿ ಗೀತೆ, ನೃತ್ಯ ಹಾಗೂ ನಾಟಕ ಪ್ರದರ್ಶನ ನಡೆಯಿತು. — [12, 1636, 377, 1773]
print-registration-mark — [1010, 2140, 1042, 2150]
print-registration-mark — [118, 2136, 134, 2152]
page-number: 2 — [18, 80, 40, 122]
court-notice-order-line: (BY THE ORDER OF THE COURT) — [1158, 1865, 1312, 1877]
mysuru-security-subhead: ಮೈಸೂರಿನಲ್ಲಿ ವಾಕಿ ಕಣ್ಗಾವಲು — [12, 828, 377, 852]
advocate-name: PRAMOD KINHALKAR — [1254, 1880, 1357, 1892]
photo-banner — [511, 245, 905, 301]
page-header — [12, 66, 1366, 138]
photo-banner-line1: ಮುನ್ನೂರು ಕಾಪು ಸಮಾಜ ರಾಯಚೂರು — [645, 253, 771, 264]
article-divider — [12, 1931, 377, 1932]
print-registration-mark — [58, 2136, 74, 2152]
torch-parade-subhead: ಪಂಜಿನ ಕವಾಯತಿಯೊಂದಿಗೆ ತೆರೆ — [12, 639, 377, 663]
continued-from-note: (ಒಂದನೇ ಪುಟದಿಂದ) — [153, 148, 236, 162]
main-section — [392, 148, 1366, 2092]
kataraki-group-photo — [392, 1371, 642, 1519]
court-notice-party: 2) Smt Ujwala Phadke — [1113, 1543, 1208, 1555]
court-notice-body: Take notice that plaintiffs herein has filed the suit for Rectification of the Boundary in respect of Sale deed document No 3061 of 2002 dated 25/11/2002 under Specific Relief Act in respect of "All that flat No 204 First Floor, M No. 3-4-130 & 3-4-130/1 of Hima Apartments situated at Lingampally Barkatpura Hyderabad against you and Suit is decreed and Decree holder has filed Execution petition for execution of decree. That above EP stands posted on 17-10-2025 for your appearance. As such you can appear in person or through your counsel at 10.30 A.M on the above date before the Hon'ble Court, failing which orders will be passed in your absent. — [1113, 1699, 1357, 1862]
print-registration-mark — [1012, 6, 1044, 16]
advocate-mobile: Mobile No 9246545804 — [1113, 1937, 1213, 1949]
mysuru-security-body: ನಾಡಿನ ವಿವಿಧೆಡೆಯಿಂದ ಲಕ್ಷಾಂತರ ಜನರು ಜಂಬೂಸವಾರಿ ವೀಕ್ಷಿಸಲು ಆಗಮಿಸುವುದರಿಂದ ಯಾವುದೇ ಅಹಿತಕರ ಘಟನೆ ನಡೆಯದಂತೆ ಮೈಸೂರಿನಲ್ಲಿ ಬಿಗಿ ಪೊಲೀಸ್ ಬಂದೋಬಸ್ತ್ ಕೈಗೊಳ್ಳಲಾಗಿತ್ತು. ನಗರದಾದ್ಯಂತ ಒಟ್ಟು 6184 ಪೊಲೀಸ್ ಸಿಬ್ಬಂದಿ ನಿಯೋಜಿಸಲಾಗಿತ್ತು. 5 ಎಸ್ಪಿ, 30 ಡಿವೈಎಸ್ಪಿ, 35 ಇನ್ಸ್‌ಪೆಕ್ಟರ್, 115 ಪಿಎಸ್ಐ, 29 ಎಎಸ್ಐ ಸೇರಿ 1700 ಹೋಮ್ ಗಾರ್ಡ್ಸ್ ನಿಯೋಜನೆ ಮಾಡಲಾಗಿತ್ತು. ಜಂಬೂಸವಾರಿ ಸಾಗುವ ಮಾರ್ಗದಲ್ಲಿ ಸಿಸಿ ಕ್ಯಾಮರಾಗಳ ಕಣ್ಗಾವಲು ಇರಿಸಲಾಗಿತ್ತು. ಡ್ರೋನ್ ಕ್ಯಾಮರಾ ಮೂಲಕವೂ ನಿಗಾ ವಹಿಸಲಾಗಿತ್ತು. ಪ್ರಮುಖ ಸ್ಥಳಗಳಲ್ಲಿ ವಾಕಿಟಾಕಿ ಮೂಲಕ ಮಾಹಿತಿ ರವಾನಿಸುತ್ತ ಪೊಲೀಸರು ಕಣ್ಗಾವಲು ನಡೆಸಿದರು. — [12, 852, 377, 1042]
byline: ಸಂಜೆವಾಣಿ ವಾರ್ತೆ — [392, 1680, 461, 1694]
